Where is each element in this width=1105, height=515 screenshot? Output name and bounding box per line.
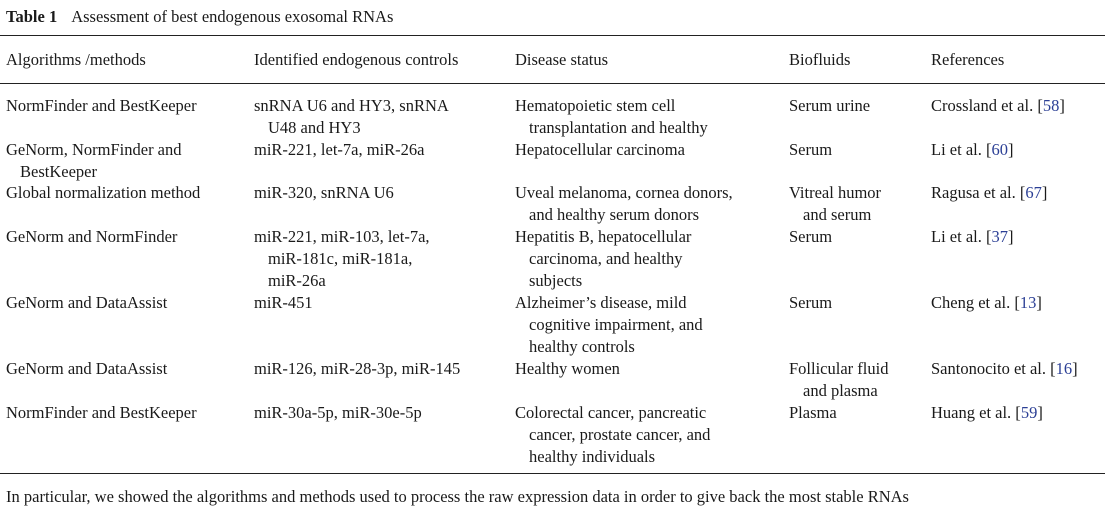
reference-author: Cheng et al. [ — [931, 293, 1020, 312]
cell-disease-status-line: subjects — [529, 271, 583, 290]
cell-reference — [931, 95, 1065, 117]
cell-controls-line: miR-320, snRNA U6 — [254, 183, 394, 202]
cell-disease-status — [515, 182, 733, 226]
cell-biofluids — [789, 292, 832, 314]
cell-disease-status-line: and healthy serum donors — [529, 205, 700, 224]
cell-disease-status — [515, 139, 685, 161]
cell-reference — [931, 292, 1042, 314]
cell-disease-status-line: Alzheimer’s disease, mild — [515, 293, 687, 312]
cell-methods — [6, 139, 182, 183]
reference-bracket: ] — [1041, 183, 1048, 202]
reference-author: Huang et al. [ — [931, 403, 1021, 422]
cell-biofluids-line: Serum — [789, 140, 833, 159]
cell-methods-line: GeNorm, NormFinder and — [6, 140, 182, 159]
cell-disease-status — [515, 226, 691, 292]
reference-bracket: ] — [1072, 359, 1078, 378]
cell-controls-line: miR-26a — [268, 271, 326, 290]
table-caption — [6, 7, 393, 27]
header-references: References — [931, 50, 1005, 69]
cell-controls — [254, 182, 394, 204]
cell-controls — [254, 139, 424, 161]
reference-bracket: ] — [1007, 227, 1014, 246]
cell-methods-line: NormFinder and BestKeeper — [6, 403, 197, 422]
cell-reference — [931, 226, 1013, 248]
table-footnote: In particular, we showed the algorithms and methods used to process the raw expression data in order to give back the most stable RNAs — [6, 487, 909, 506]
reference-author: Crossland et al. [ — [931, 96, 1043, 115]
cell-reference — [931, 139, 1013, 161]
cell-disease-status-line: Uveal melanoma, cornea donors, — [515, 183, 733, 202]
cell-biofluids-line: Serum — [789, 227, 833, 246]
cell-methods — [6, 95, 197, 117]
cell-controls — [254, 95, 449, 139]
reference-link[interactable]: 60 — [991, 140, 1008, 159]
cell-biofluids-line: and plasma — [803, 381, 878, 400]
cell-controls-line: miR-221, miR-103, let-7a, — [254, 227, 430, 246]
cell-biofluids-line: Follicular fluid — [789, 359, 889, 378]
cell-disease-status-line: transplantation and healthy — [529, 118, 708, 137]
cell-methods-line: GeNorm and DataAssist — [6, 359, 168, 378]
cell-biofluids — [789, 182, 881, 226]
cell-controls-line: miR-126, miR-28-3p, miR-145 — [254, 359, 461, 378]
cell-reference — [931, 358, 1078, 380]
header-controls: Identified endogenous controls — [254, 50, 459, 69]
cell-methods-line: Global normalization method — [6, 183, 201, 202]
cell-biofluids — [789, 402, 837, 424]
reference-bracket: ] — [1059, 96, 1065, 115]
cell-reference — [931, 402, 1043, 424]
cell-controls-line: miR-221, let-7a, miR-26a — [254, 140, 425, 159]
cell-methods-line: GeNorm and NormFinder — [6, 227, 178, 246]
cell-controls — [254, 402, 422, 424]
cell-disease-status — [515, 95, 708, 139]
reference-link[interactable]: 59 — [1020, 403, 1038, 422]
cell-methods-line: NormFinder and BestKeeper — [6, 96, 197, 115]
reference-bracket: ] — [1037, 403, 1043, 422]
cell-methods — [6, 358, 167, 380]
reference-link[interactable]: 58 — [1042, 96, 1060, 115]
cell-methods — [6, 226, 177, 248]
cell-controls-line: miR-181c, miR-181a, — [268, 249, 413, 268]
cell-biofluids — [789, 139, 832, 161]
reference-author: Santonocito et al. [ — [931, 359, 1056, 378]
cell-disease-status-line: cognitive impairment, and — [529, 315, 703, 334]
cell-methods-line: BestKeeper — [20, 162, 97, 181]
top-rule — [0, 35, 1105, 36]
cell-methods — [6, 402, 197, 424]
cell-disease-status-line: healthy individuals — [529, 447, 656, 466]
cell-controls-line: miR-451 — [254, 293, 313, 312]
reference-link[interactable]: 67 — [1025, 183, 1042, 202]
cell-controls — [254, 358, 460, 380]
cell-biofluids-line: Plasma — [789, 403, 837, 422]
cell-disease-status-line: Hepatitis B, hepatocellular — [515, 227, 692, 246]
cell-disease-status — [515, 358, 620, 380]
cell-disease-status-line: Hepatocellular carcinoma — [515, 140, 685, 159]
cell-disease-status — [515, 292, 703, 358]
reference-author: Ragusa et al. [ — [931, 183, 1026, 202]
cell-biofluids — [789, 358, 888, 402]
cell-controls — [254, 292, 313, 314]
cell-biofluids-line: Serum — [789, 293, 833, 312]
cell-methods — [6, 182, 200, 204]
cell-controls — [254, 226, 430, 292]
reference-author: Li et al. [ — [931, 140, 992, 159]
cell-methods-line: GeNorm and DataAssist — [6, 293, 168, 312]
header-rule — [0, 83, 1105, 84]
table-title: Assessment of best endogenous exosomal RNAs — [71, 7, 394, 26]
cell-disease-status-line: Hematopoietic stem cell — [515, 96, 676, 115]
cell-controls-line: U48 and HY3 — [268, 118, 361, 137]
reference-bracket: ] — [1036, 293, 1042, 312]
cell-reference — [931, 182, 1047, 204]
cell-controls-line: snRNA U6 and HY3, snRNA — [254, 96, 449, 115]
header-methods: Algorithms /methods — [6, 50, 146, 69]
reference-bracket: ] — [1007, 140, 1014, 159]
cell-disease-status-line: Healthy women — [515, 359, 620, 378]
cell-biofluids-line: and serum — [803, 205, 872, 224]
table-number: Table 1 — [6, 7, 58, 26]
reference-link[interactable]: 37 — [991, 227, 1008, 246]
cell-disease-status-line: cancer, prostate cancer, and — [529, 425, 711, 444]
header-disease-status: Disease status — [515, 50, 609, 69]
cell-biofluids-line: Serum urine — [789, 96, 871, 115]
bottom-rule — [0, 473, 1105, 474]
cell-methods — [6, 292, 167, 314]
reference-author: Li et al. [ — [931, 227, 992, 246]
cell-disease-status-line: Colorectal cancer, pancreatic — [515, 403, 707, 422]
reference-link[interactable]: 16 — [1055, 359, 1073, 378]
cell-disease-status-line: healthy controls — [529, 337, 635, 356]
cell-biofluids-line: Vitreal humor — [789, 183, 882, 202]
cell-disease-status-line: carcinoma, and healthy — [529, 249, 683, 268]
header-biofluids: Biofluids — [789, 50, 851, 69]
reference-link[interactable]: 13 — [1019, 293, 1037, 312]
cell-disease-status — [515, 402, 710, 468]
cell-controls-line: miR-30a-5p, miR-30e-5p — [254, 403, 422, 422]
cell-biofluids — [789, 226, 832, 248]
cell-biofluids — [789, 95, 870, 117]
